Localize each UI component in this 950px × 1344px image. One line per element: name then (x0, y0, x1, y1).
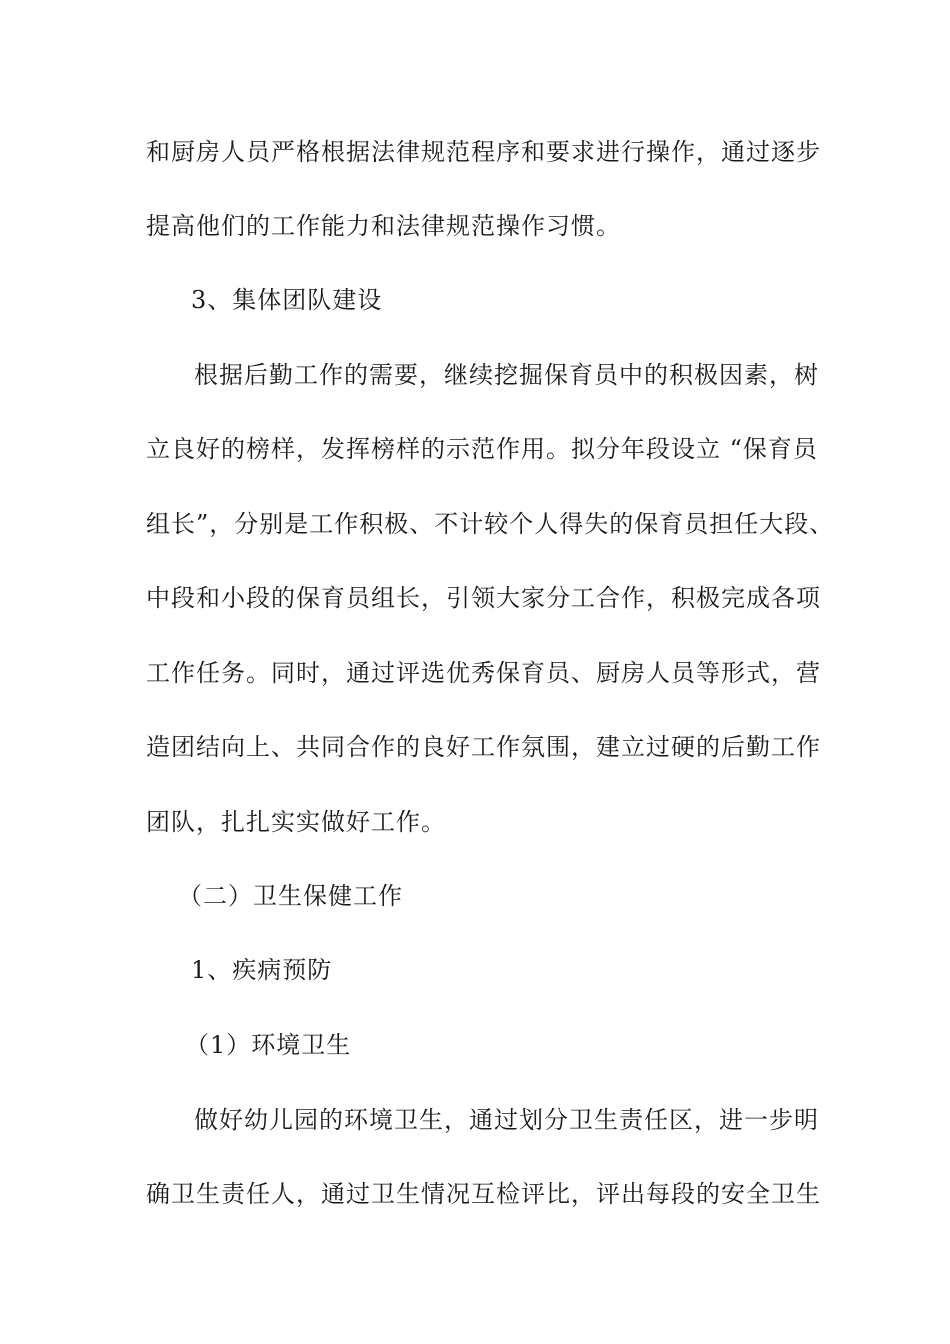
subsection-heading: 1、疾病预防 (191, 956, 333, 984)
section-heading: （二）卫生保健工作 (178, 882, 403, 910)
subsection-heading: （1）环境卫生 (185, 1031, 352, 1059)
body-text-line: 立良好的榜样，发挥榜样的示范作用。拟分年段设立 “保育员 (146, 435, 818, 463)
body-text-line: 和厨房人员严格根据法律规范程序和要求进行操作，通过逐步 (146, 138, 821, 166)
body-text-line: 提高他们的工作能力和法律规范操作习惯。 (146, 212, 621, 240)
paragraph-first-line: 做好幼儿园的环境卫生，通过划分卫生责任区，进一步明 (194, 1106, 819, 1134)
body-text-line: 确卫生责任人，通过卫生情况互检评比，评出每段的安全卫生 (146, 1180, 821, 1208)
body-text-line: 团队，扎扎实实做好工作。 (146, 808, 446, 836)
body-text-line: 组长”，分别是工作积极、不计较个人得失的保育员担任大段、 (146, 510, 835, 538)
body-text-line: 中段和小段的保育员组长，引领大家分工合作，积极完成各项 (146, 584, 821, 612)
section-heading: 3、集体团队建设 (191, 286, 383, 314)
body-text-line: 造团结向上、共同合作的良好工作氛围，建立过硬的后勤工作 (146, 733, 821, 761)
paragraph-first-line: 根据后勤工作的需要，继续挖掘保育员中的积极因素，树 (194, 361, 819, 389)
body-text-line: 工作任务。同时，通过评选优秀保育员、厨房人员等形式，营 (146, 659, 821, 687)
